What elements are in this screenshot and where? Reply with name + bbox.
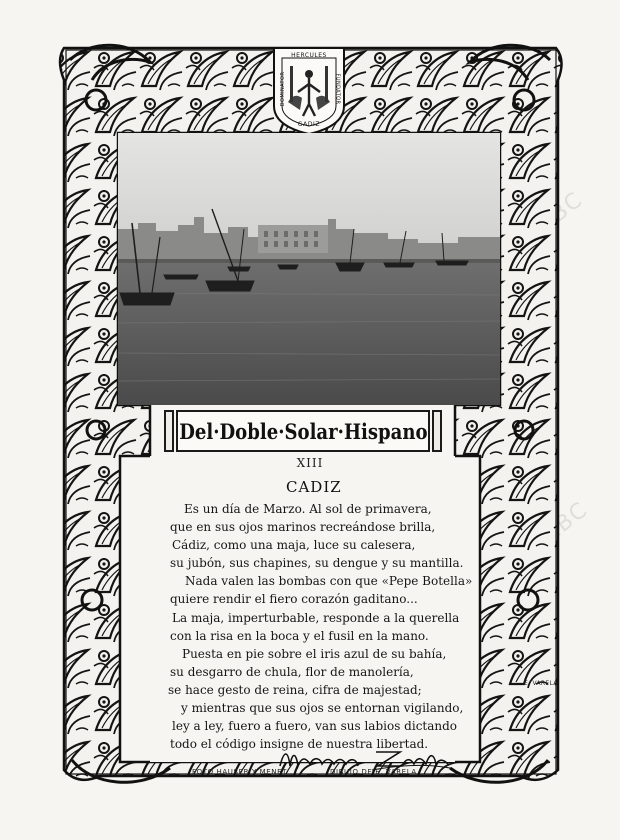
banner-title: Del·Doble·Solar·Hispano	[178, 418, 428, 444]
artist-mark: E. VARELA	[524, 680, 558, 687]
shield-left-text: DOMINATOR	[280, 71, 287, 107]
poem-line: que en sus ojos marinos recreándose brilla,	[170, 520, 436, 535]
poem-line: su jubón, sus chapines, su dengue y su mantilla.	[170, 556, 464, 571]
title-banner	[176, 410, 430, 452]
watermark: ABC	[532, 186, 589, 239]
harbor-photo	[118, 133, 500, 405]
coat-of-arms	[270, 44, 348, 136]
poem-line: quiere rendir el fiero corazón gaditano...	[170, 592, 418, 607]
poem-line: Puesta en pie sobre el iris azul de su bahía,	[182, 646, 447, 661]
poem-line: La maja, imperturbable, responde a la querella	[172, 610, 460, 625]
shield-top-text: HERCULES	[291, 52, 327, 59]
poem-line: con la risa en la boca y el fusil en la mano.	[170, 628, 429, 643]
section-numeral: XIII	[296, 456, 324, 470]
watermark: ABC	[537, 496, 594, 549]
poem-line: se hace gesto de reina, cifra de majestad;	[168, 682, 422, 697]
poem-line: Cádiz, como una maja, luce su calesera,	[172, 538, 416, 553]
poem-line: todo el código insigne de nuestra libertad.	[170, 737, 429, 752]
poem-line: Es un día de Marzo. Al sol de primavera,	[184, 502, 432, 516]
photo-credit: FOTO HAUSER Y MENET	[192, 768, 287, 776]
shield-bottom-text: GADIZ	[297, 121, 321, 128]
poem-line: y mientras que sus ojos se entornan vigilando,	[181, 701, 464, 716]
shield-right-text: FUNDATOR	[334, 73, 341, 105]
drawing-credit: DIBUJO DE E. VARELA	[330, 768, 417, 776]
poem-line: ley a ley, fuero a fuero, van sus labios dictando	[172, 719, 458, 734]
poem-line: Nada valen las bombas con que «Pepe Botella»	[185, 574, 473, 589]
city-title: CADIZ	[286, 478, 342, 496]
poem-line: su desgarro de chula, flor de manolería,	[170, 664, 414, 679]
poem	[160, 500, 473, 753]
